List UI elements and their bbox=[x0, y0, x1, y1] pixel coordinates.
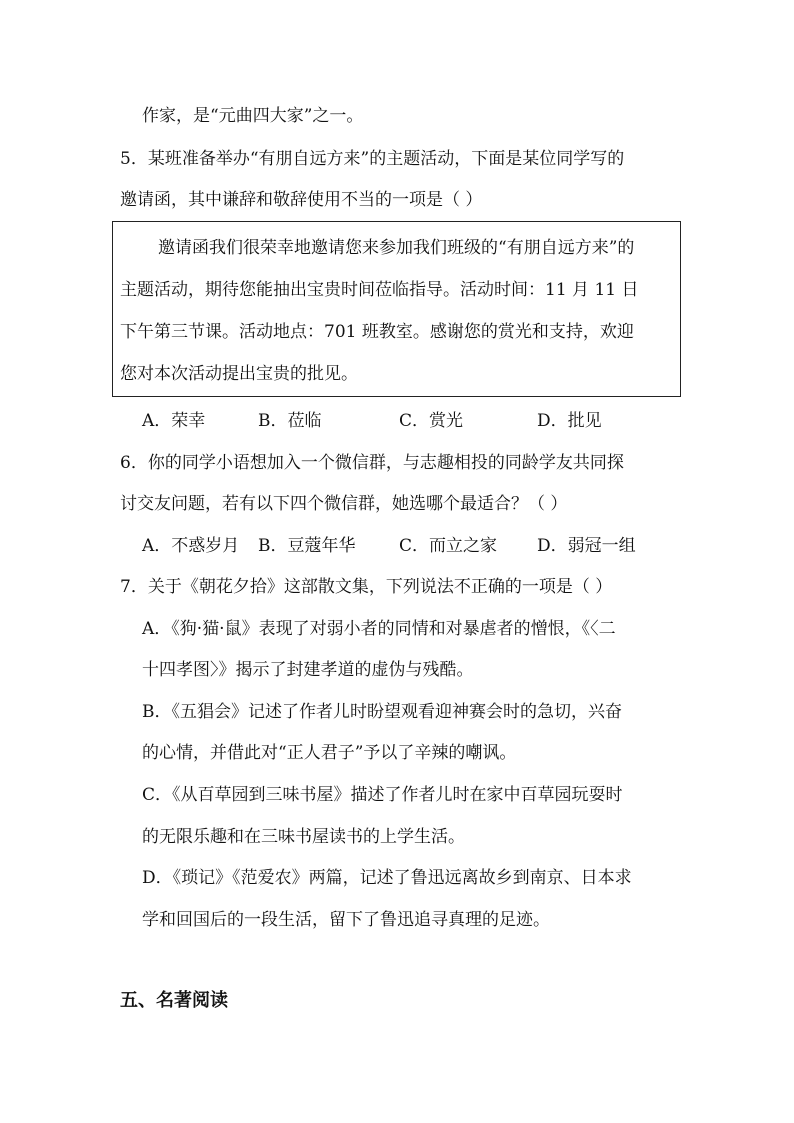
q6-option-c: C．而立之家 bbox=[399, 536, 498, 556]
q7-option-b-line2: 的心情，并借此对“正人君子”予以了辛辣的嘲讽。 bbox=[142, 743, 517, 763]
q5-option-a: A．荣幸 bbox=[142, 411, 206, 431]
letter-line-1: 邀请函我们很荣幸地邀请您来参加我们班级的“有朋自远方来”的 bbox=[158, 238, 635, 258]
q7-option-c-line1: C．《从百草园到三味书屋》描述了作者儿时在家中百草园玩耍时 bbox=[142, 785, 623, 805]
letter-line-4: 您对本次活动提出宝贵的批见。 bbox=[120, 364, 358, 384]
q7-option-c-line2: 的无限乐趣和在三味书屋读书的上学生活。 bbox=[142, 827, 465, 847]
q5-option-d: D．批见 bbox=[537, 411, 602, 431]
q5-option-c: C．赏光 bbox=[399, 411, 464, 431]
q7-option-a-line2: 十四孝图〉》揭示了封建孝道的虚伪与残酷。 bbox=[142, 660, 474, 680]
q6-option-a: A．不惑岁月 bbox=[142, 536, 240, 556]
letter-line-2: 主题活动，期待您能抽出宝贵时间莅临指导。活动时间：11 月 11 日 bbox=[120, 280, 639, 300]
q7-option-d-line2: 学和回国后的一段生活，留下了鲁迅追寻真理的足迹。 bbox=[142, 910, 550, 930]
q7-option-d-line1: D．《琐记》《范爱农》两篇，记述了鲁迅远离故乡到南京、日本求 bbox=[142, 868, 632, 888]
q7-option-b-line1: B．《五猖会》记述了作者儿时盼望观看迎神赛会时的急切，兴奋 bbox=[142, 702, 622, 722]
q7-stem: 7．关于《朝花夕拾》这部散文集，下列说法不正确的一项是（ ） bbox=[120, 577, 613, 597]
letter-line-3: 下午第三节课。活动地点：701 班教室。感谢您的赏光和支持，欢迎 bbox=[120, 322, 634, 342]
section-title: 五、名著阅读 bbox=[120, 990, 228, 1011]
q6-option-d: D．弱冠一组 bbox=[537, 536, 636, 556]
q6-option-b: B．豆蔻年华 bbox=[258, 536, 356, 556]
q5-option-b: B．莅临 bbox=[258, 411, 322, 431]
q5-stem-line1: 5．某班准备举办“有朋自远方来”的主题活动，下面是某位同学写的 bbox=[120, 149, 625, 169]
q5-stem-line2: 邀请函，其中谦辞和敬辞使用不当的一项是（ ） bbox=[120, 190, 483, 210]
q6-stem-line1: 6．你的同学小语想加入一个微信群，与志趣相投的同龄学友共同探 bbox=[120, 453, 624, 473]
q6-stem-line2: 讨交友问题，若有以下四个微信群，她选哪个最适合？（ ） bbox=[120, 494, 568, 514]
q7-option-a-line1: A．《狗·猫·鼠》表现了对弱小者的同情和对暴虐者的憎恨，《〈二 bbox=[142, 619, 616, 639]
continuation-line: 作家，是“元曲四大家”之一。 bbox=[142, 106, 364, 126]
